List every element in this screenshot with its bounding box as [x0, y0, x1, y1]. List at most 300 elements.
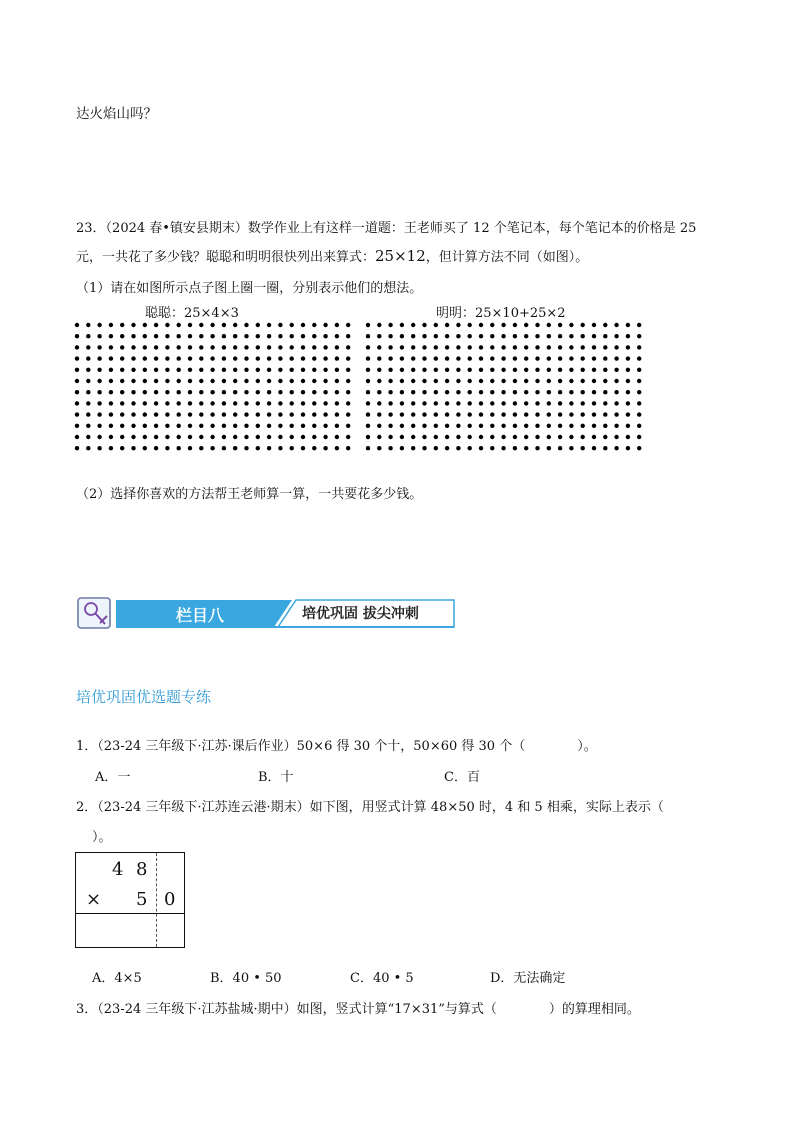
dot — [614, 345, 618, 349]
dot — [143, 446, 147, 450]
dot — [323, 424, 327, 428]
dot — [513, 435, 517, 439]
dot — [445, 356, 449, 360]
dot — [244, 412, 248, 416]
dot — [614, 334, 618, 338]
dot — [97, 356, 101, 360]
dot — [558, 356, 562, 360]
dot — [468, 401, 472, 405]
dot — [210, 334, 214, 338]
dot — [479, 390, 483, 394]
dot — [323, 356, 327, 360]
dot — [569, 323, 573, 327]
dot — [603, 390, 607, 394]
dot — [479, 356, 483, 360]
dot — [366, 368, 370, 372]
dot — [199, 390, 203, 394]
dot — [256, 424, 260, 428]
dot — [346, 412, 350, 416]
dot — [199, 356, 203, 360]
dot — [75, 446, 79, 450]
dot — [400, 323, 404, 327]
dot — [312, 412, 316, 416]
dot — [592, 446, 596, 450]
dot — [267, 356, 271, 360]
dot — [422, 424, 426, 428]
dot — [558, 424, 562, 428]
dot — [400, 401, 404, 405]
dot — [388, 323, 392, 327]
dot — [256, 390, 260, 394]
dot — [233, 390, 237, 394]
dot — [301, 356, 305, 360]
dot — [154, 334, 158, 338]
dot — [377, 435, 381, 439]
dot — [244, 368, 248, 372]
banner-column: 栏目八 — [176, 606, 225, 625]
dot — [222, 424, 226, 428]
dot — [86, 446, 90, 450]
q2-option-b[interactable]: B．40 • 50 — [210, 971, 282, 986]
dot — [165, 323, 169, 327]
dot — [592, 368, 596, 372]
dot — [456, 435, 460, 439]
dot — [233, 379, 237, 383]
dot — [278, 401, 282, 405]
dot — [535, 390, 539, 394]
dot — [434, 379, 438, 383]
calc-top-ones: 8 — [136, 859, 148, 880]
dot — [233, 446, 237, 450]
dot — [524, 401, 528, 405]
dot — [513, 424, 517, 428]
dot — [109, 356, 113, 360]
dot — [109, 401, 113, 405]
dot — [603, 412, 607, 416]
dot — [592, 356, 596, 360]
dot — [323, 379, 327, 383]
dot — [222, 446, 226, 450]
dot — [154, 390, 158, 394]
dot — [479, 379, 483, 383]
dot — [210, 435, 214, 439]
dot — [569, 424, 573, 428]
dot — [278, 356, 282, 360]
dot — [154, 401, 158, 405]
dot — [434, 435, 438, 439]
dot — [366, 390, 370, 394]
dot — [210, 379, 214, 383]
dot — [256, 401, 260, 405]
q2-option-d[interactable]: D．无法确定 — [490, 971, 566, 986]
dot — [312, 323, 316, 327]
dot — [411, 424, 415, 428]
dot — [97, 401, 101, 405]
dot — [490, 323, 494, 327]
dot — [569, 412, 573, 416]
dot — [312, 356, 316, 360]
dot — [434, 356, 438, 360]
dot — [97, 323, 101, 327]
dot — [445, 424, 449, 428]
dot — [86, 368, 90, 372]
dot — [256, 412, 260, 416]
dot — [422, 356, 426, 360]
dot — [535, 334, 539, 338]
q2-option-c[interactable]: C．40 • 5 — [350, 971, 414, 986]
dot — [637, 435, 641, 439]
dot — [445, 323, 449, 327]
dot — [490, 424, 494, 428]
dot — [637, 356, 641, 360]
dot — [581, 334, 585, 338]
dot — [86, 323, 90, 327]
dot — [603, 345, 607, 349]
dot — [626, 368, 630, 372]
dot — [445, 334, 449, 338]
dot — [267, 401, 271, 405]
dot — [535, 446, 539, 450]
dot — [131, 323, 135, 327]
q1-option-c[interactable]: C．百 — [444, 770, 480, 785]
dot — [547, 412, 551, 416]
dot — [388, 390, 392, 394]
dot — [626, 390, 630, 394]
dot — [188, 379, 192, 383]
dot — [323, 345, 327, 349]
dot — [86, 379, 90, 383]
dot — [456, 446, 460, 450]
dot — [581, 368, 585, 372]
dot — [535, 412, 539, 416]
dot — [614, 323, 618, 327]
dot — [501, 401, 505, 405]
dot — [210, 424, 214, 428]
dot — [445, 390, 449, 394]
dot — [434, 412, 438, 416]
dot — [377, 368, 381, 372]
dot — [301, 368, 305, 372]
dot — [278, 390, 282, 394]
dot-grid-left[interactable] — [74, 322, 352, 454]
q1-option-a[interactable]: A．一 — [95, 770, 131, 785]
q23-part2: （2）选择你喜欢的方法帮王老师算一算，一共要花多少钱。 — [76, 487, 423, 502]
dot — [177, 424, 181, 428]
dot — [456, 412, 460, 416]
dot — [501, 424, 505, 428]
dot — [637, 412, 641, 416]
dot — [131, 334, 135, 338]
dot — [244, 390, 248, 394]
dot — [501, 345, 505, 349]
dot — [569, 379, 573, 383]
dot — [222, 390, 226, 394]
dot — [626, 446, 630, 450]
dot — [177, 334, 181, 338]
dot — [513, 356, 517, 360]
dot — [411, 379, 415, 383]
dot — [346, 446, 350, 450]
dot — [267, 390, 271, 394]
dot — [434, 390, 438, 394]
dot — [75, 345, 79, 349]
dot — [377, 390, 381, 394]
dot — [312, 446, 316, 450]
dot — [422, 435, 426, 439]
dot — [614, 424, 618, 428]
dot — [335, 424, 339, 428]
dot — [637, 446, 641, 450]
dot — [256, 368, 260, 372]
dot — [422, 412, 426, 416]
dot — [422, 334, 426, 338]
dot — [323, 323, 327, 327]
dot — [267, 412, 271, 416]
dot — [335, 412, 339, 416]
dot — [143, 323, 147, 327]
dot — [97, 345, 101, 349]
dot — [323, 390, 327, 394]
dot — [366, 334, 370, 338]
dot — [222, 323, 226, 327]
dot — [154, 435, 158, 439]
dot — [535, 424, 539, 428]
dot — [188, 424, 192, 428]
dot — [267, 379, 271, 383]
dot — [188, 412, 192, 416]
dot — [558, 401, 562, 405]
dot — [513, 401, 517, 405]
dot — [400, 345, 404, 349]
calc-bottom-zero: 0 — [164, 889, 176, 910]
dot — [278, 435, 282, 439]
dot — [346, 401, 350, 405]
dot — [411, 412, 415, 416]
dot — [468, 368, 472, 372]
dot — [97, 446, 101, 450]
dot — [154, 323, 158, 327]
dot — [468, 323, 472, 327]
dot — [468, 390, 472, 394]
dot — [558, 390, 562, 394]
dot — [626, 345, 630, 349]
dot — [524, 435, 528, 439]
dot — [199, 412, 203, 416]
dot — [165, 345, 169, 349]
dot — [177, 390, 181, 394]
dot — [569, 446, 573, 450]
dot — [569, 356, 573, 360]
dot — [290, 390, 294, 394]
dot — [120, 368, 124, 372]
dot — [614, 435, 618, 439]
dot — [614, 368, 618, 372]
dot — [434, 401, 438, 405]
dot — [312, 401, 316, 405]
label-congcong: 聪聪：25×4×3 — [145, 306, 239, 321]
dot — [547, 334, 551, 338]
dot — [301, 345, 305, 349]
dot — [312, 379, 316, 383]
dot — [400, 334, 404, 338]
dot — [199, 334, 203, 338]
dot — [143, 379, 147, 383]
dot — [366, 345, 370, 349]
dot — [290, 356, 294, 360]
dot — [535, 435, 539, 439]
dot — [411, 446, 415, 450]
dot — [86, 356, 90, 360]
dot — [301, 424, 305, 428]
dot — [97, 424, 101, 428]
dot — [479, 412, 483, 416]
dot — [188, 390, 192, 394]
dot — [637, 401, 641, 405]
dot — [346, 368, 350, 372]
dot — [422, 401, 426, 405]
dot — [222, 412, 226, 416]
dot — [411, 435, 415, 439]
dot — [346, 435, 350, 439]
dot — [524, 345, 528, 349]
pen-tablet-icon — [78, 598, 110, 628]
dot — [222, 345, 226, 349]
dot — [366, 446, 370, 450]
dot — [400, 446, 404, 450]
dot — [422, 323, 426, 327]
dot — [199, 401, 203, 405]
dot — [199, 323, 203, 327]
dot — [377, 356, 381, 360]
q23-part1: （1）请在如图所示点子图上圈一圈，分别表示他们的想法。 — [76, 281, 423, 296]
dot — [377, 446, 381, 450]
dot — [456, 323, 460, 327]
dot — [603, 435, 607, 439]
q2-option-a[interactable]: A．4×5 — [92, 971, 142, 986]
dot — [501, 368, 505, 372]
dot — [75, 323, 79, 327]
dot — [626, 435, 630, 439]
dot — [501, 356, 505, 360]
dot — [490, 446, 494, 450]
dot — [199, 446, 203, 450]
dot — [535, 345, 539, 349]
dot — [233, 323, 237, 327]
dot — [581, 323, 585, 327]
dot — [524, 379, 528, 383]
dot — [335, 368, 339, 372]
dot — [177, 412, 181, 416]
dot — [143, 356, 147, 360]
dot — [456, 334, 460, 338]
dot — [501, 390, 505, 394]
dot — [524, 424, 528, 428]
dot — [109, 412, 113, 416]
dot — [323, 446, 327, 450]
dot — [524, 412, 528, 416]
dot — [535, 379, 539, 383]
dot — [335, 334, 339, 338]
dot — [445, 368, 449, 372]
dot — [411, 368, 415, 372]
dot — [592, 424, 596, 428]
dot — [388, 379, 392, 383]
dot — [278, 334, 282, 338]
dot — [120, 446, 124, 450]
dot — [97, 334, 101, 338]
dot — [524, 334, 528, 338]
dot — [422, 345, 426, 349]
dot — [210, 412, 214, 416]
dot — [267, 368, 271, 372]
dot — [614, 390, 618, 394]
q23-line2-suffix: ，但计算方法不同（如图）。 — [425, 250, 589, 265]
dot — [445, 379, 449, 383]
dot — [366, 356, 370, 360]
dot — [86, 334, 90, 338]
dot — [581, 401, 585, 405]
dot — [244, 379, 248, 383]
dot — [120, 379, 124, 383]
dot — [244, 435, 248, 439]
dot — [177, 379, 181, 383]
dot — [581, 435, 585, 439]
dot — [614, 401, 618, 405]
dot — [177, 368, 181, 372]
dot — [278, 368, 282, 372]
dot — [267, 323, 271, 327]
dot — [581, 379, 585, 383]
dot — [256, 345, 260, 349]
dot — [535, 323, 539, 327]
dot — [222, 435, 226, 439]
q23-line2-prefix: 元，一共花了多少钱？聪聪和明明很快列出来算式： — [76, 250, 376, 265]
calc-top-tens: 4 — [112, 859, 124, 880]
dot — [468, 424, 472, 428]
dot — [278, 424, 282, 428]
dot — [75, 379, 79, 383]
dot — [267, 345, 271, 349]
dot — [468, 379, 472, 383]
dot — [490, 401, 494, 405]
dot — [490, 435, 494, 439]
q1-option-b[interactable]: B．十 — [258, 770, 294, 785]
dot — [165, 334, 169, 338]
dot — [233, 345, 237, 349]
q3-text: 3．（23-24 三年级下·江苏盐城·期中）如图，竖式计算“17×31”与算式（ ）的算理相同。 — [76, 1002, 640, 1017]
dot — [210, 356, 214, 360]
dot — [346, 356, 350, 360]
dot — [312, 424, 316, 428]
dot — [256, 379, 260, 383]
dot — [312, 334, 316, 338]
dot — [120, 323, 124, 327]
dot — [445, 435, 449, 439]
dot — [290, 368, 294, 372]
dot — [400, 379, 404, 383]
dot — [581, 390, 585, 394]
dot — [75, 424, 79, 428]
dot — [411, 323, 415, 327]
dot — [400, 368, 404, 372]
dot-grid-right[interactable] — [365, 322, 643, 454]
dot — [547, 368, 551, 372]
dot — [603, 379, 607, 383]
dot — [535, 368, 539, 372]
dot — [479, 323, 483, 327]
dot — [86, 435, 90, 439]
dot — [468, 356, 472, 360]
